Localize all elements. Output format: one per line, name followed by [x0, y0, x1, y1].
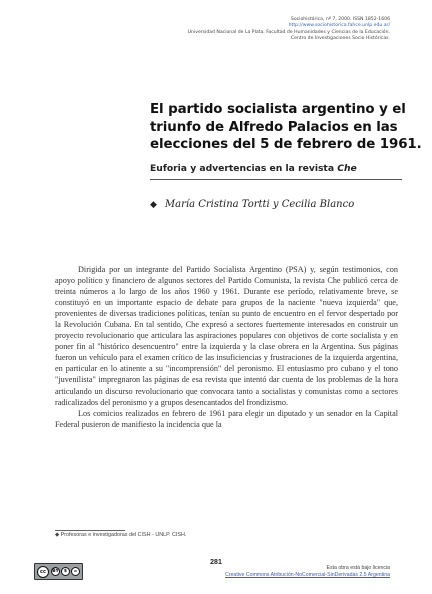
noderivatives-icon: = — [71, 567, 80, 576]
page-number: 281 — [210, 559, 222, 566]
diamond-icon: ◆ — [150, 200, 157, 210]
author-footnote: ◆ Profesoras e investigadoras del CISH - UNLP. CISH. — [55, 532, 187, 538]
article-title — [150, 101, 422, 154]
license-notice — [225, 565, 390, 579]
author-names: María Cristina Tortti y Cecilia Blanco — [164, 199, 355, 210]
title-line: elecciones del 5 de febrero de 1961. — [150, 137, 422, 152]
subtitle-text: Euforia y advertencias en la revista — [150, 163, 338, 174]
journal-header — [90, 17, 390, 43]
research-center-line: Centro de Investigaciones Socio Históricas. — [290, 36, 390, 42]
license-text: Esta obra está bajo licencia — [326, 565, 390, 571]
noncommercial-icon: $ — [61, 567, 70, 576]
article-subtitle — [150, 163, 400, 175]
title-line: triunfo de Alfredo Palacios en las — [150, 119, 398, 135]
university-line: Universidad Nacional de La Plata. Facultad de Humanidades y Ciencias de la Educación. — [187, 29, 390, 35]
title-line: El partido socialista argentino y el — [150, 102, 406, 117]
article-authors — [150, 199, 354, 210]
footnote-divider — [55, 530, 125, 531]
body-paragraph: Dirigida por un integrante del Partido Socialista Argentino (PSA) y, según testimonios, con apoyo político y financiero de algunos sectores del Partido Comunista, la revista Che publicó cerca de treinta números a lo largo de los años 1960 y 1961. Durante ese período, relativamente breve, se constituyó en un importante espacio de debate para grupos de la naciente "nueva izquierda" que, provenientes de diversas tradiciones políticas, tenían su punto de encuentro en el fervor despertado por la Revolución Cubana. En tal sentido, Che expresó a sectores fuertemente interesados en construir un proyecto revolucionario que articulara las aspiraciones populares con objetivos de corte socialista y en poner fin al "histórico desencuentro" entre la izquierda y la clase obrera en la Argentina. Sus páginas fueron un vehículo para el examen crítico de las insuficiencias y frustraciones de la izquierda argentina, en particular en lo atinente a su "incomprensión" del peronismo. El entusiasmo pro cubano y el tono "juvenilista" impregnaron las páginas de esa revista que intentó dar cuenta de los problemas de la hora articulando un discurso revolucionario que convocara tanto a socialistas y comunistas como a sectores radicalizados del peronismo y a grupos desencantados del frondizismo. — [55, 265, 398, 407]
article-body — [55, 264, 398, 430]
title-divider — [150, 179, 402, 180]
body-paragraph: Los comicios realizados en febrero de 1961 para elegir un diputado y un senador en la Capital Federal pusieron de manifiesto la incidencia que la — [55, 408, 398, 429]
subtitle-journal-name: Che — [337, 163, 357, 174]
cc-license-icons — [51, 567, 80, 576]
journal-url-link[interactable]: http://www.sociohistorica.fahce.unlp.edu.ar/ — [288, 23, 390, 29]
cc-logo-icon: cc — [37, 566, 49, 578]
license-link[interactable]: Creative Commons Atribución-NoComercial-SinDerivadas 2.5 Argentina — [225, 572, 390, 578]
attribution-icon: BY — [52, 569, 59, 574]
journal-issue-line: Sociohistórica, nº 7, 2000. ISSN 1852-1606 — [290, 17, 390, 22]
